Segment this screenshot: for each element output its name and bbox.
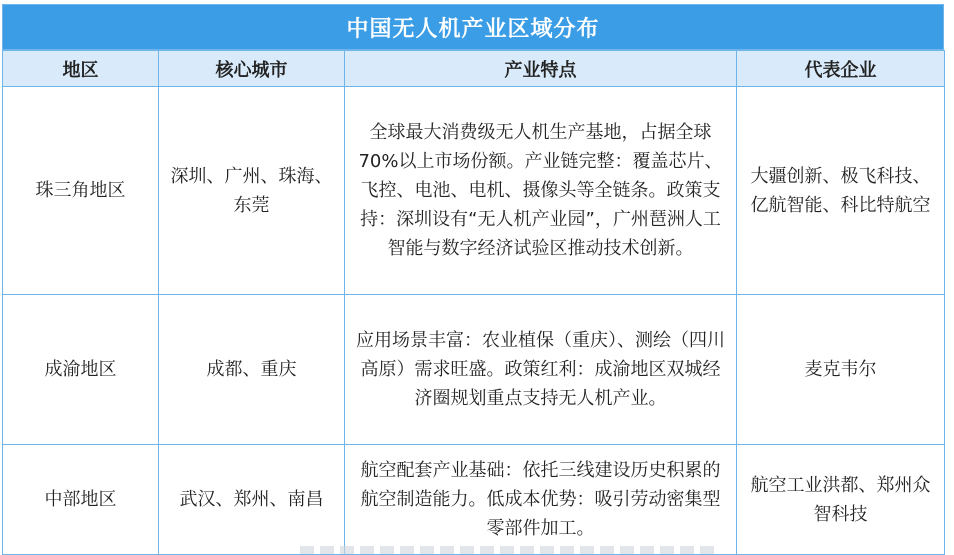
distribution-table: [2, 50, 945, 555]
region-cell: 珠三角地区: [3, 87, 159, 295]
region-cell: 成渝地区: [3, 295, 159, 445]
cities-cell: 成都、重庆: [159, 295, 345, 445]
companies-cell: 大疆创新、极飞科技、亿航智能、科比特航空: [737, 87, 945, 295]
region-cell: 中部地区: [3, 445, 159, 555]
cities-cell: 武汉、郑州、南昌: [159, 445, 345, 555]
region-table: [2, 4, 944, 555]
header-row: [3, 51, 945, 87]
table-row: [3, 87, 945, 295]
companies-cell: 航空工业洪都、郑州众智科技: [737, 445, 945, 555]
features-cell: 航空配套产业基础：依托三线建设历史积累的航空制造能力。低成本优势：吸引劳动密集型零部件加工。: [345, 445, 737, 555]
features-cell: 全球最大消费级无人机生产基地，占据全球70%以上市场份额。产业链完整：覆盖芯片、飞控、电池、电机、摄像头等全链条。政策支持：深圳设有“无人机产业园”，广州琶洲人工智能与数字经济试验区推动技术创新。: [345, 87, 737, 295]
header-region: 地区: [3, 51, 159, 87]
table-title: 中国无人机产业区域分布: [2, 4, 944, 50]
header-features: 产业特点: [345, 51, 737, 87]
companies-cell: 麦克韦尔: [737, 295, 945, 445]
table-row: [3, 445, 945, 555]
table-row: [3, 295, 945, 445]
header-cities: 核心城市: [159, 51, 345, 87]
header-companies: 代表企业: [737, 51, 945, 87]
cities-cell: 深圳、广州、珠海、东莞: [159, 87, 345, 295]
features-cell: 应用场景丰富：农业植保（重庆）、测绘（四川高原）需求旺盛。政策红利：成渝地区双城经济圈规划重点支持无人机产业。: [345, 295, 737, 445]
cropped-row-remnant: [300, 546, 720, 554]
